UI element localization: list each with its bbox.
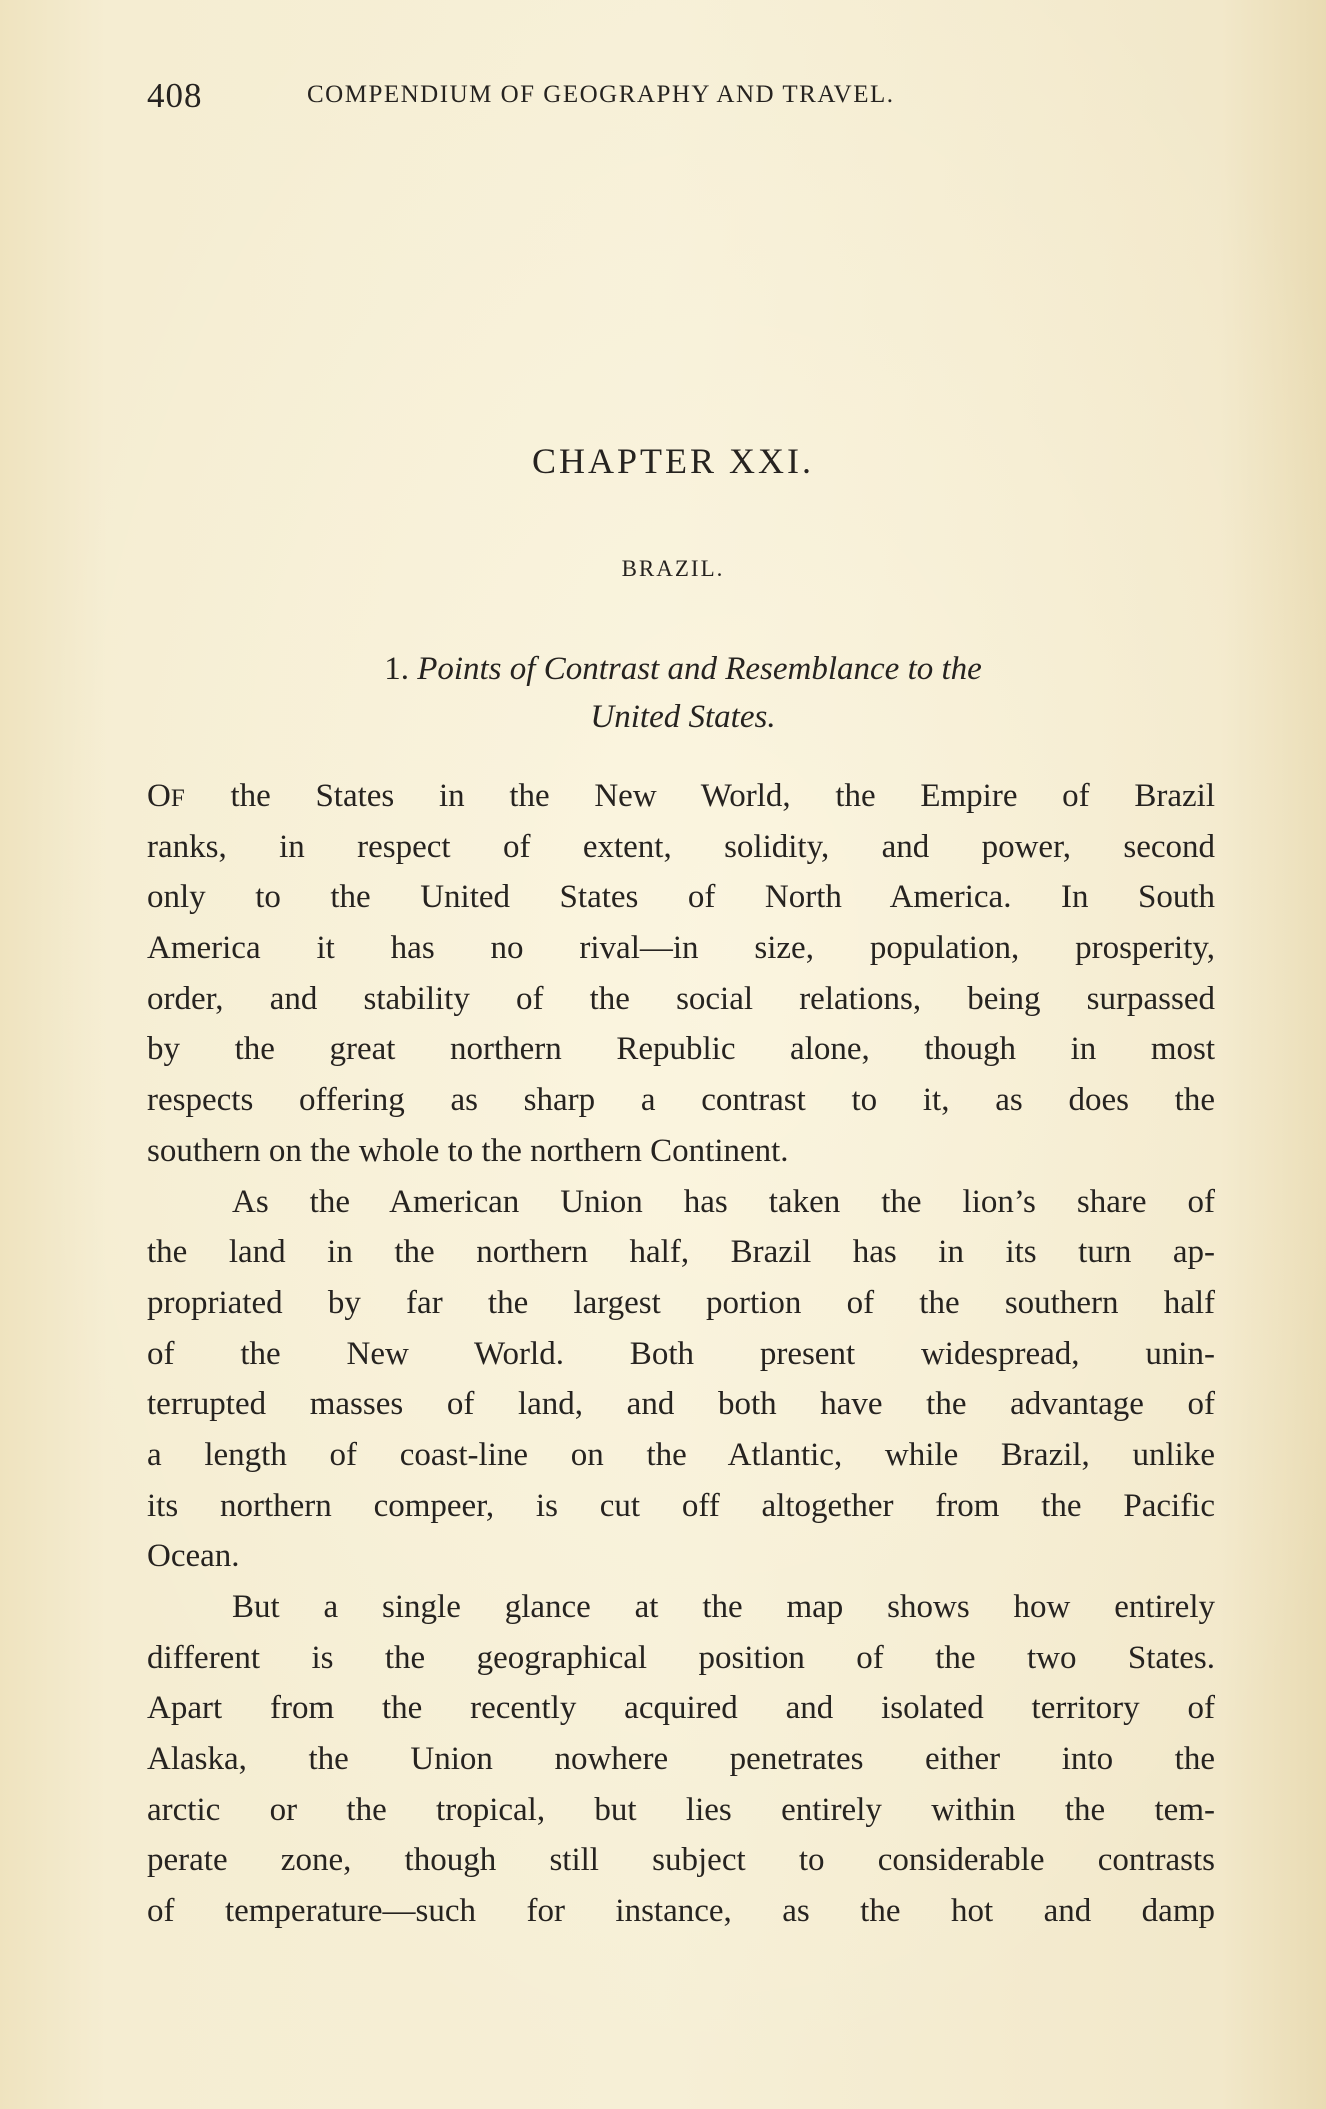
body-line: terrupted masses of land, and both have the advantage of	[147, 1386, 1215, 1423]
chapter-subject: BRAZIL.	[621, 556, 725, 581]
body-line: of temperature—such for instance, as the hot and damp	[147, 1893, 1215, 1930]
body-line: order, and stability of the social relations, being surpassed	[147, 980, 1215, 1017]
section-heading	[150, 645, 1216, 741]
body-line: But a single glance at the map shows how entirely	[232, 1589, 1215, 1625]
body-line: a length of coast-line on the Atlantic, while Brazil, unlike	[147, 1436, 1215, 1473]
body-line: of the New World. Both present widespread, unin-	[147, 1335, 1215, 1372]
body-line: its northern compeer, is cut off altogether from the Pacific	[147, 1487, 1215, 1524]
body-line: ranks, in respect of extent, solidity, and power, second	[147, 828, 1215, 865]
body-line: arctic or the tropical, but lies entirely within the tem-	[147, 1791, 1215, 1828]
body-line: As the American Union has taken the lion’s share of	[232, 1183, 1215, 1220]
running-head: COMPENDIUM OF GEOGRAPHY AND TRAVEL.	[307, 81, 895, 108]
drop-initial: O	[147, 778, 171, 814]
body-line-first	[147, 771, 1215, 822]
initial-smallcap: F	[170, 785, 186, 812]
page-number: 408	[147, 76, 203, 115]
body-line: Apart from the recently acquired and isolated territory of	[147, 1690, 1215, 1727]
body-line: America it has no rival—in size, population, prosperity,	[147, 930, 1215, 967]
section-title-part-2: United States.	[590, 699, 776, 735]
body-line: Ocean.	[147, 1538, 240, 1575]
body-text	[147, 771, 1215, 1937]
body-line: propriated by far the largest portion of the southern half	[147, 1284, 1215, 1321]
body-line: only to the United States of North America. In South	[147, 879, 1215, 916]
chapter-title: CHAPTER XXI.	[531, 441, 814, 481]
body-line: the land in the northern half, Brazil has in its turn ap-	[147, 1234, 1215, 1271]
body-line: respects offering as sharp a contrast to it, as does the	[147, 1082, 1215, 1119]
section-title-part-1: Points of Contrast and Resemblance to the	[417, 651, 982, 687]
body-line: by the great northern Republic alone, though in most	[147, 1031, 1215, 1068]
first-line-text: the States in the New World, the Empire of Brazil	[185, 778, 1215, 814]
body-line: southern on the whole to the northern Continent.	[147, 1132, 789, 1169]
body-line: perate zone, though still subject to considerable contrasts	[147, 1842, 1215, 1879]
page-header	[0, 76, 1326, 126]
section-number: 1.	[384, 651, 409, 687]
section-heading-line-1	[150, 645, 1216, 693]
body-line: Alaska, the Union nowhere penetrates either into the	[147, 1741, 1215, 1778]
body-line: different is the geographical position of the two States.	[147, 1639, 1215, 1676]
